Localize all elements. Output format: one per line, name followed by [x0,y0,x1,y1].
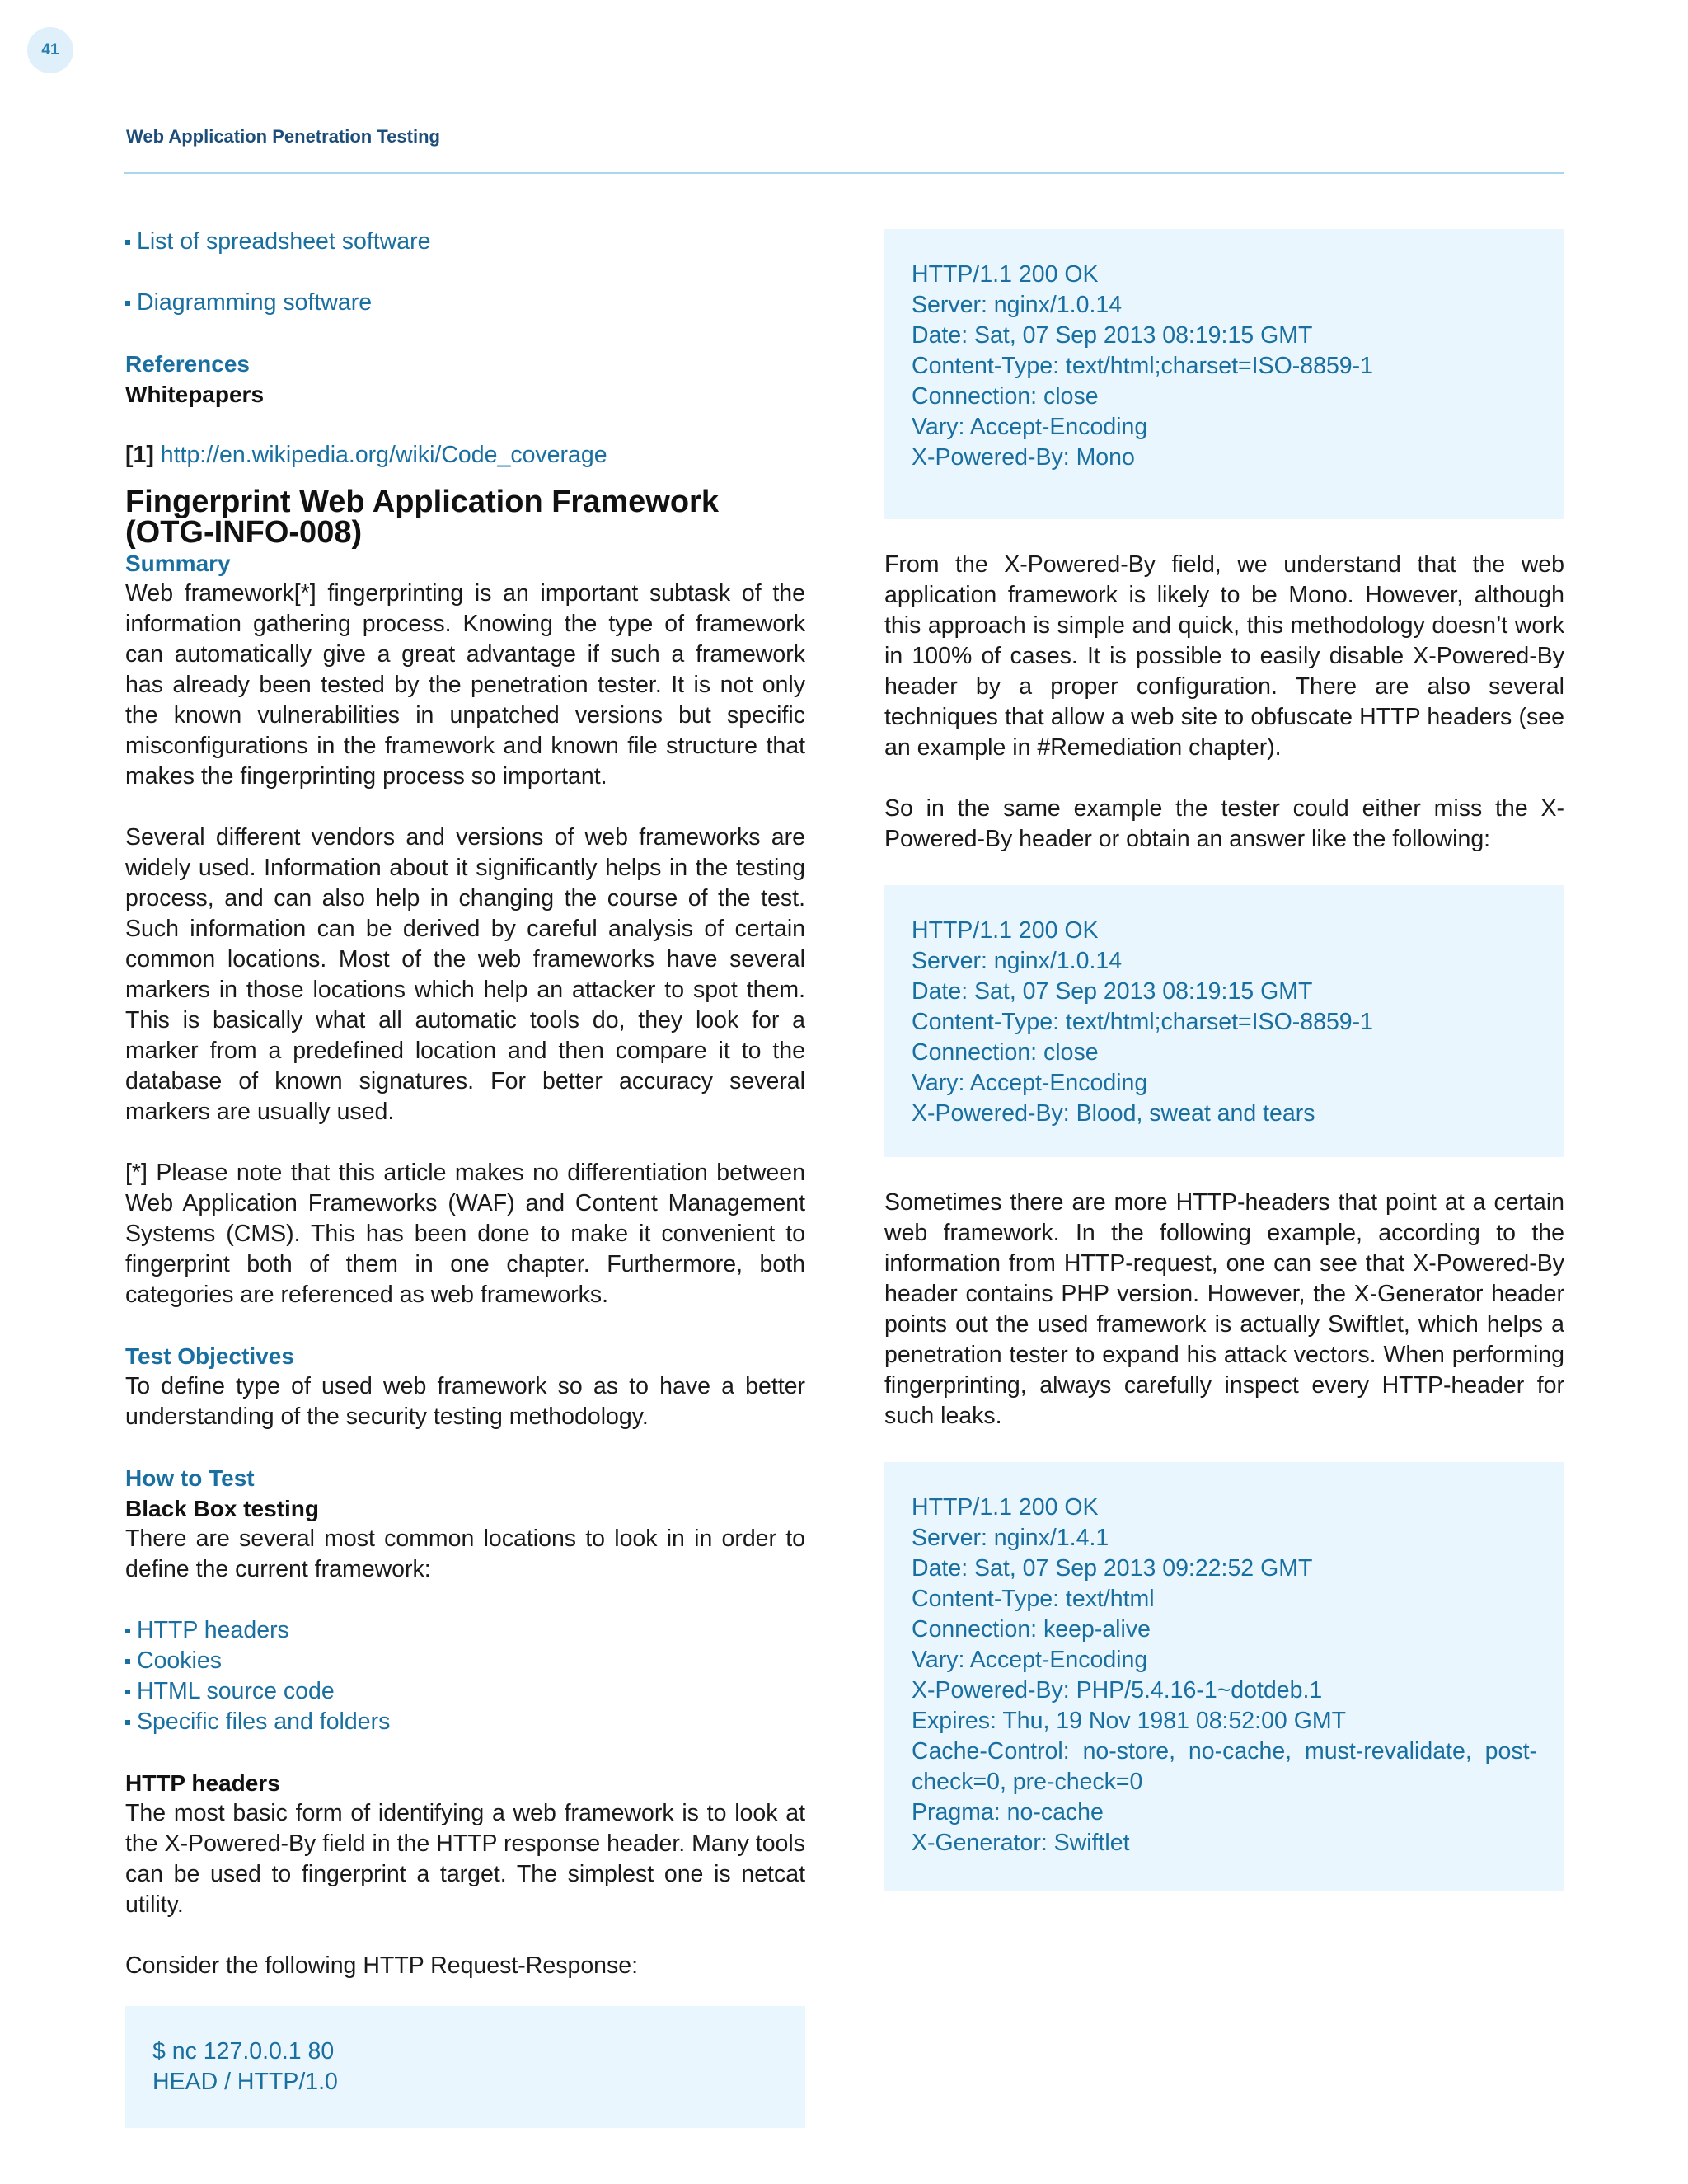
locations-list [125,1615,805,1737]
code-line: X-Powered-By: PHP/5.4.16-1~dotdeb.1 [912,1677,1323,1704]
consider-text: Consider the following HTTP Request-Response: [125,1952,639,1979]
bullet-icon [125,301,130,306]
code-line: Pragma: no-cache [912,1799,1104,1825]
code-line: Date: Sat, 07 Sep 2013 08:19:15 GMT [912,322,1313,349]
reference-number: [1] [125,442,154,468]
body-paragraph: From the X-Powered-By field, we understand that the web application framework is likely to be Mono. However, although this approach is simple and quick, this methodology doesn’t work in 100% of cases. It is possible to easily disable X-Powered-By header by a proper configuration. There are also several techniques that allow a web site to obfuscate HTTP headers (see an example in #Remediation chapter). [884,551,1564,761]
black-box-heading: Black Box testing [125,1496,319,1521]
code-line: Vary: Accept-Encoding [912,1647,1148,1673]
summary-heading: Summary [125,551,231,576]
list-item[interactable]: HTML source code [125,1676,805,1707]
code-line: HTTP/1.1 200 OK [912,261,1099,288]
bullet-icon [125,1659,130,1664]
list-item[interactable]: Specific files and folders [125,1707,805,1737]
black-box-text: There are several most common locations to look in in order to define the current framework: [125,1526,805,1582]
response-code-block-1 [884,229,1564,519]
list-item[interactable]: HTTP headers [125,1615,805,1646]
code-line: Server: nginx/1.0.14 [912,948,1123,974]
list-item[interactable]: Cookies [125,1646,805,1676]
code-line: Date: Sat, 07 Sep 2013 09:22:52 GMT [912,1555,1313,1582]
code-line: Expires: Thu, 19 Nov 1981 08:52:00 GMT [912,1708,1347,1734]
code-line: Connection: close [912,383,1099,410]
left-column [125,227,805,2128]
code-line: X-Generator: Swiftlet [912,1830,1130,1856]
bullet-icon [125,1629,130,1633]
bullet-icon [125,1690,130,1694]
how-to-test-heading: How to Test [125,1465,255,1491]
reference-item [125,440,805,471]
test-objectives-heading: Test Objectives [125,1343,294,1369]
code-line: $ nc 127.0.0.1 80 [152,2038,335,2064]
code-line: X-Powered-By: Blood, sweat and tears [912,1100,1315,1127]
response-code-block-3 [884,1462,1564,1891]
reference-link[interactable]: http://en.wikipedia.org/wiki/Code_coverage [160,442,607,468]
response-code-block-2 [884,885,1564,1157]
software-list [125,288,805,318]
code-line: Date: Sat, 07 Sep 2013 08:19:15 GMT [912,978,1313,1005]
page-number-badge: 41 [27,27,73,73]
list-item[interactable]: Diagramming software [125,288,805,318]
list-item[interactable]: List of spreadsheet software [125,227,805,257]
code-line: Server: nginx/1.0.14 [912,292,1123,318]
bullet-icon [125,1720,130,1725]
body-paragraph: So in the same example the tester could either miss the X-Powered-By header or obtain an answer like the following: [884,795,1564,852]
right-column [884,229,1564,1891]
summary-paragraph: Web framework[*] fingerprinting is an important subtask of the information gathering process. Knowing the type of framework can automatically give a great advantage if such a framework has already been tested by the penetration tester. It is not only the known vulnerabilities in unpatched versions but specific misconfigurations in the framework and known file structure that makes the fingerprinting process so important. [125,580,805,790]
code-line: Content-Type: text/html [912,1586,1155,1612]
code-line: HTTP/1.1 200 OK [912,917,1099,944]
code-line: Server: nginx/1.4.1 [912,1525,1109,1551]
whitepapers-heading: Whitepapers [125,382,265,407]
code-line: HTTP/1.1 200 OK [912,1494,1099,1521]
code-line: Connection: keep-alive [912,1616,1151,1643]
http-headers-text: The most basic form of identifying a web framework is to look at the X-Powered-By field in the HTTP response header. Many tools can be used to fingerprint a target. The simplest one is netcat utility. [125,1800,805,1918]
request-code-block [125,2006,805,2128]
code-line: Connection: close [912,1039,1099,1066]
references-heading: References [125,351,250,377]
summary-paragraph: Several different vendors and versions of web frameworks are widely used. Information about it significantly helps in the testing process, and can also help in changing the course of the test. Such information can be derived by careful analysis of certain common locations. Most of the web frameworks have several markers in those locations which help an attacker to spot them. This is basically what all automatic tools do, they look for a marker from a predefined location and then compare it to the database of known signatures. For better accuracy several markers are usually used. [125,824,805,1125]
summary-note: [*] Please note that this article makes no differentiation between Web Application Frameworks (WAF) and Content Management Systems (CMS). This has been done to make it convenient to fingerprint both of them in one chapter. Furthermore, both categories are referenced as web frameworks. [125,1160,805,1308]
software-list [125,227,805,257]
body-paragraph: Sometimes there are more HTTP-headers that point at a certain web framework. In the following example, according to the information from HTTP-request, one can see that X-Powered-By header contains PHP version. However, the X-Generator header points out the used framework is actually Swiftlet, which helps a penetration tester to expand his attack vectors. When performing fingerprinting, always carefully inspect every HTTP-header for such leaks. [884,1189,1564,1429]
code-line: Cache-Control: no-store, no-cache, must-revalidate, post-check=0, pre-check=0 [912,1738,1537,1795]
code-line: Vary: Accept-Encoding [912,1070,1148,1096]
header-divider [124,172,1564,174]
page-title: Fingerprint Web Application Framework (OTG-INFO-008) [125,485,719,550]
code-line: Content-Type: text/html;charset=ISO-8859-1 [912,353,1373,379]
code-line: HEAD / HTTP/1.0 [152,2069,338,2095]
running-header: Web Application Penetration Testing [126,126,440,147]
test-objectives-text: To define type of used web framework so as to have a better understanding of the security testing methodology. [125,1373,805,1430]
bullet-icon [125,240,130,245]
code-line: Content-Type: text/html;charset=ISO-8859-1 [912,1009,1373,1035]
code-line: X-Powered-By: Mono [912,444,1135,471]
http-headers-heading: HTTP headers [125,1770,280,1796]
code-line: Vary: Accept-Encoding [912,414,1148,440]
